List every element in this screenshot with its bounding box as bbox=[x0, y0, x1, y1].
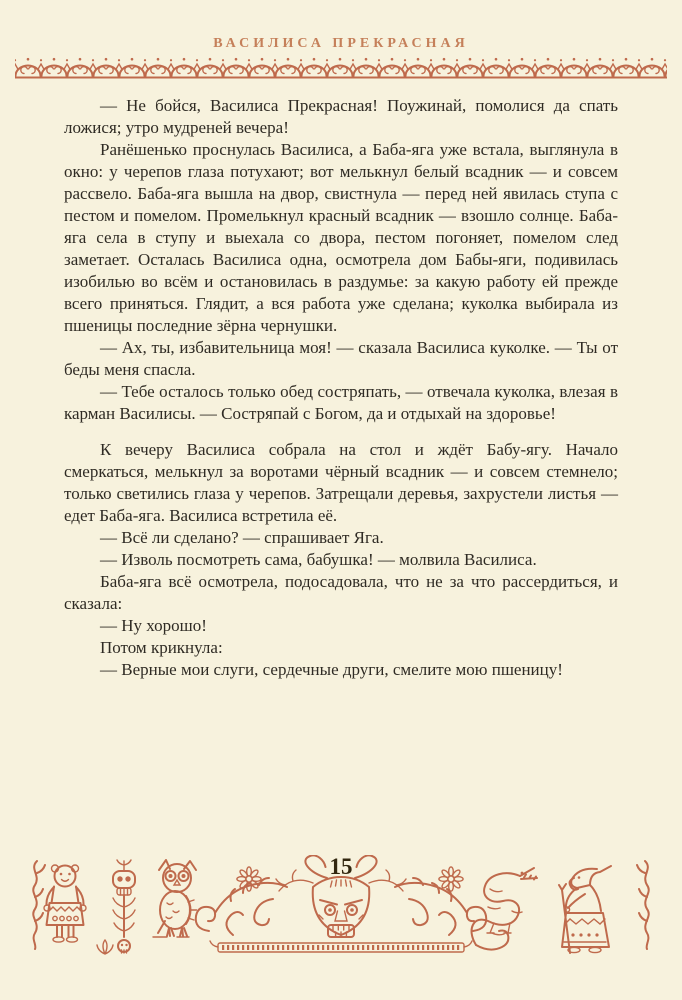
paragraph: Ранёшенько проснулась Василиса, а Баба-яга уже встала, выглянула в окно: у черепов глаза потухают; вот мелькнул белый всадник — и совсем рассвело. Баба-яга вышла на двор, свистнула — перед ней явилась ступа с пестом и помелом. Промелькнул красный всадник — взошло солнце. Баба-яга села в ступу и выехала со двора, пестом погоняет, помелом след заметает. Осталась Василиса одна, осмотрела дом Бабы-яги, подивилась изобилью во всём и остановилась в раздумье: за какую работу ей прежде всего приняться. Глядит, а вся работа уже сделана; куколка выбирала из пшеницы последние зёрна чернушки. bbox=[64, 140, 618, 335]
top-ornament-band-icon bbox=[15, 56, 667, 79]
paragraph: — Ну хорошо! bbox=[100, 616, 207, 635]
paragraph: — Изволь посмотреть сама, бабушка! — молвила Василиса. bbox=[100, 550, 537, 569]
ribbon-icon bbox=[210, 941, 472, 952]
page-number: 15 bbox=[329, 854, 353, 879]
paragraph: — Тебе осталось только обед состряпать, — отвечала куколка, влезая в карман Василисы. — Состряпай с Богом, да и отдыхай на здоровье! bbox=[64, 382, 618, 423]
floral-scroll-icon bbox=[196, 878, 287, 935]
paragraph: — Не бойся, Василиса Прекрасная! Поужинай, помолися да спать ложися; утро мудреней вечера! bbox=[64, 96, 618, 137]
paragraph: Потом крикнула: bbox=[100, 638, 223, 657]
chapter-title: ВАСИЛИСА ПРЕКРАСНАЯ bbox=[213, 36, 469, 51]
paragraph: — Ах, ты, избавительница моя! — сказала Василиса куколке. — Ты от беды меня спасла. bbox=[64, 338, 618, 379]
paragraph: К вечеру Василиса собрала на стол и ждёт Бабу-ягу. Начало смеркаться, мелькнул за воротами чёрный всадник — и совсем стемнело; только светились глаза у черепов. Затрещали деревья, захрустели листья — едет Баба-яга. Василиса встретила её. bbox=[64, 440, 618, 525]
story-text bbox=[64, 95, 618, 681]
paragraph: — Всё ли сделано? — спрашивает Яга. bbox=[100, 528, 384, 547]
paragraph: — Верные мои слуги, сердечные други, смелите мою пшеницу! bbox=[100, 660, 563, 679]
paragraph: Баба-яга всё осмотрела, подосадовала, что не за что рассердиться, и сказала: bbox=[64, 572, 618, 613]
